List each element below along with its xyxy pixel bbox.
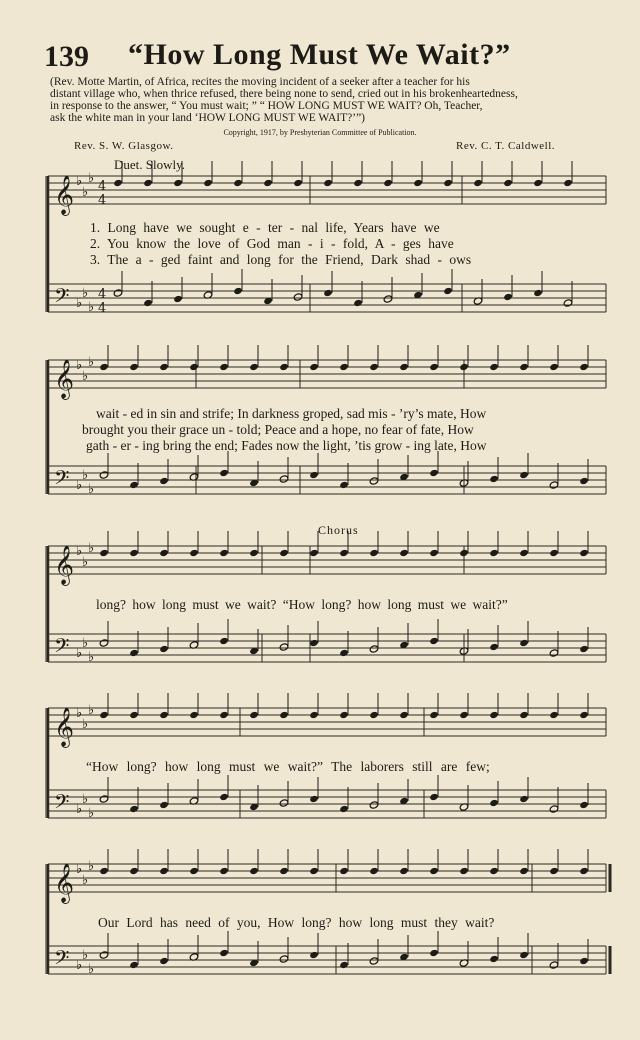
note-head — [489, 955, 499, 963]
clef-symbol: ♭ — [76, 478, 83, 493]
note-head — [549, 649, 559, 657]
note-head — [129, 649, 139, 657]
note-head — [173, 295, 183, 303]
verse-2-lyric-cont: brought you their grace un - told; Peace and a hope, no fear of fate, How — [82, 422, 474, 437]
chorus-lyric-2: “How long? how long must we wait?” The laborers still are few; — [86, 759, 490, 774]
clef-symbol: ♭ — [76, 358, 83, 373]
note-head — [129, 363, 139, 371]
chorus-lyric-3: Our Lord has need of you, How long? how long must they wait? — [98, 915, 495, 930]
note-head — [143, 299, 153, 307]
note-head — [459, 363, 469, 371]
note-head — [159, 363, 169, 371]
note-head — [519, 711, 529, 719]
note-head — [279, 867, 289, 875]
note-head — [429, 867, 439, 875]
note-head — [549, 481, 559, 489]
clef-symbol: ♭ — [82, 873, 89, 888]
note-head — [383, 179, 393, 187]
note-head — [219, 711, 229, 719]
note-head — [263, 179, 273, 187]
note-head — [369, 477, 379, 485]
verse-3-lyric-cont: gath - er - ing bring the end; Fades now the light, ’tis grow - ing late, How — [86, 438, 487, 453]
verse-1-lyric-cont: wait - ed in sin and strife; In darkness groped, sad mis - ’ry’s mate, How — [96, 406, 487, 421]
note-head — [99, 867, 109, 875]
clef-symbol: ♭ — [76, 544, 83, 559]
note-head — [533, 179, 543, 187]
clef-symbol: ♭ — [82, 792, 89, 807]
note-head — [129, 867, 139, 875]
clef-symbol: ♭ — [82, 717, 89, 732]
clef-symbol: 𝄢 — [54, 466, 70, 494]
note-head — [429, 793, 439, 801]
clef-symbol: 𝄢 — [54, 634, 70, 662]
note-head — [489, 867, 499, 875]
note-head — [219, 637, 229, 645]
note-head — [549, 363, 559, 371]
note-head — [309, 471, 319, 479]
note-head — [413, 179, 423, 187]
note-head — [579, 477, 589, 485]
clef-symbol: ♭ — [82, 636, 89, 651]
lyricist-credit: Rev. S. W. Glasgow. — [74, 140, 174, 152]
note-head — [369, 957, 379, 965]
clef-symbol: ♭ — [88, 482, 95, 497]
clef-symbol: 𝄞 — [54, 359, 75, 399]
note-head — [309, 951, 319, 959]
note-head — [279, 363, 289, 371]
note-head — [309, 867, 319, 875]
note-head — [189, 363, 199, 371]
note-head — [579, 549, 589, 557]
clef-symbol: 𝄞 — [54, 863, 75, 903]
note-head — [249, 363, 259, 371]
note-head — [99, 951, 109, 959]
note-head — [549, 805, 559, 813]
note-head — [339, 961, 349, 969]
note-head — [249, 711, 259, 719]
note-head — [369, 549, 379, 557]
note-head — [579, 645, 589, 653]
verse-2-lyric: 2. You know the love of God man - i - fold, A - ges have — [90, 236, 454, 251]
note-head — [339, 481, 349, 489]
clef-symbol: ♭ — [76, 862, 83, 877]
clef-symbol: 𝄢 — [54, 284, 70, 312]
note-head — [173, 179, 183, 187]
note-head — [399, 363, 409, 371]
note-head — [369, 645, 379, 653]
copyright-line: Copyright, 1917, by Presbyterian Committee of Publication. — [223, 128, 417, 137]
note-head — [323, 179, 333, 187]
clef-symbol: ♭ — [76, 958, 83, 973]
composer-credit: Rev. C. T. Caldwell. — [456, 140, 556, 152]
note-head — [459, 711, 469, 719]
clef-symbol: 4 — [98, 287, 107, 302]
note-head — [489, 643, 499, 651]
note-head — [369, 363, 379, 371]
note-head — [309, 711, 319, 719]
note-head — [279, 475, 289, 483]
note-head — [489, 549, 499, 557]
note-head — [99, 549, 109, 557]
note-head — [503, 293, 513, 301]
note-head — [399, 549, 409, 557]
note-head — [279, 549, 289, 557]
note-head — [459, 549, 469, 557]
note-head — [309, 795, 319, 803]
note-head — [129, 549, 139, 557]
note-head — [429, 949, 439, 957]
note-head — [113, 179, 123, 187]
note-head — [99, 795, 109, 803]
clef-symbol: ♭ — [88, 300, 95, 315]
note-head — [339, 805, 349, 813]
note-head — [489, 363, 499, 371]
note-head — [99, 363, 109, 371]
note-line: in response to the answer, “ You must wait; ” “ HOW LONG MUST WE WAIT? Oh, Teacher, — [50, 100, 483, 112]
note-head — [443, 179, 453, 187]
note-head — [579, 363, 589, 371]
note-head — [533, 289, 543, 297]
note-head — [369, 867, 379, 875]
note-head — [353, 299, 363, 307]
clef-symbol: ♭ — [88, 650, 95, 665]
note-head — [339, 363, 349, 371]
clef-symbol: 4 — [98, 179, 107, 194]
note-head — [249, 867, 259, 875]
note-head — [143, 179, 153, 187]
note-head — [503, 179, 513, 187]
clef-symbol: 𝄞 — [54, 175, 75, 215]
note-head — [519, 471, 529, 479]
note-head — [339, 867, 349, 875]
clef-symbol: ♭ — [82, 369, 89, 384]
note-head — [429, 549, 439, 557]
note-head — [519, 639, 529, 647]
note-head — [369, 711, 379, 719]
clef-symbol: ♭ — [76, 646, 83, 661]
note-head — [339, 711, 349, 719]
note-head — [339, 549, 349, 557]
note-head — [99, 711, 109, 719]
note-head — [279, 643, 289, 651]
clef-symbol: ♭ — [76, 296, 83, 311]
hymn-title: “How Long Must We Wait?” — [128, 38, 511, 71]
clef-symbol: ♭ — [88, 541, 95, 556]
note-head — [129, 711, 139, 719]
clef-symbol: ♭ — [88, 962, 95, 977]
note-head — [309, 363, 319, 371]
note-head — [549, 867, 559, 875]
note-head — [459, 867, 469, 875]
note-head — [549, 549, 559, 557]
note-head — [159, 867, 169, 875]
note-head — [579, 957, 589, 965]
clef-symbol: ♭ — [88, 355, 95, 370]
note-head — [219, 793, 229, 801]
note-head — [489, 799, 499, 807]
note-head — [399, 867, 409, 875]
note-head — [159, 549, 169, 557]
note-head — [519, 867, 529, 875]
note-head — [219, 549, 229, 557]
note-head — [233, 287, 243, 295]
note-head — [429, 637, 439, 645]
tempo-marking: Duet. Slowly. — [114, 157, 186, 172]
note-head — [579, 801, 589, 809]
clef-symbol: ♭ — [76, 174, 83, 189]
note-head — [563, 179, 573, 187]
note-head — [563, 299, 573, 307]
note-head — [549, 711, 559, 719]
clef-symbol: ♭ — [88, 703, 95, 718]
clef-symbol: ♭ — [88, 859, 95, 874]
verse-1-lyric: 1. Long have we sought e - ter - nal life, Years have we — [90, 220, 440, 235]
clef-symbol: ♭ — [82, 468, 89, 483]
clef-symbol: 𝄢 — [54, 790, 70, 818]
clef-symbol: 𝄢 — [54, 946, 70, 974]
note-head — [279, 711, 289, 719]
note-line: distant village who, when thrice refused, there being none to send, cried out in his brokenheartedness, — [50, 88, 518, 100]
note-head — [309, 549, 319, 557]
note-line: ask the white man in your land ‘HOW LONG MUST WE WAIT?’”) — [50, 112, 366, 124]
note-head — [579, 867, 589, 875]
note-head — [159, 957, 169, 965]
note-head — [99, 471, 109, 479]
note-head — [323, 289, 333, 297]
note-head — [473, 179, 483, 187]
note-head — [159, 801, 169, 809]
note-line: (Rev. Motte Martin, of Africa, recites the moving incident of a seeker after a teacher for his — [50, 76, 470, 88]
note-head — [519, 363, 529, 371]
note-head — [339, 649, 349, 657]
chorus-label: Chorus — [318, 523, 359, 537]
clef-symbol: ♭ — [82, 948, 89, 963]
clef-symbol: ♭ — [88, 806, 95, 821]
clef-symbol: ♭ — [76, 802, 83, 817]
note-head — [203, 179, 213, 187]
note-head — [113, 289, 123, 297]
note-head — [369, 801, 379, 809]
note-head — [129, 481, 139, 489]
note-head — [159, 711, 169, 719]
note-head — [293, 179, 303, 187]
clef-symbol: ♭ — [88, 171, 95, 186]
note-head — [219, 867, 229, 875]
note-head — [293, 293, 303, 301]
clef-symbol: ♭ — [76, 706, 83, 721]
note-head — [519, 951, 529, 959]
note-head — [519, 549, 529, 557]
note-head — [159, 645, 169, 653]
note-head — [129, 805, 139, 813]
note-head — [189, 867, 199, 875]
chorus-lyric-1: long? how long must we wait? “How long? how long must we wait?” — [96, 597, 508, 612]
note-head — [309, 639, 319, 647]
clef-symbol: 4 — [98, 193, 107, 208]
note-head — [249, 549, 259, 557]
verse-3-lyric: 3. The a - ged faint and long for the Friend, Dark shad - ows — [90, 252, 472, 267]
note-head — [189, 549, 199, 557]
note-head — [429, 363, 439, 371]
note-head — [233, 179, 243, 187]
note-head — [189, 711, 199, 719]
note-head — [159, 477, 169, 485]
note-head — [279, 799, 289, 807]
hymn-number: 139 — [44, 40, 89, 73]
clef-symbol: 𝄞 — [54, 545, 75, 585]
note-head — [579, 711, 589, 719]
clef-symbol: 𝄞 — [54, 707, 75, 747]
note-head — [443, 287, 453, 295]
clef-symbol: ♭ — [82, 555, 89, 570]
note-head — [489, 475, 499, 483]
note-head — [429, 711, 439, 719]
note-head — [383, 295, 393, 303]
clef-symbol: ♭ — [82, 286, 89, 301]
note-head — [489, 711, 499, 719]
note-head — [219, 469, 229, 477]
note-head — [219, 363, 229, 371]
note-head — [429, 469, 439, 477]
note-head — [279, 955, 289, 963]
note-head — [549, 961, 559, 969]
clef-symbol: 4 — [98, 301, 107, 316]
note-head — [129, 961, 139, 969]
note-head — [219, 949, 229, 957]
note-head — [519, 795, 529, 803]
clef-symbol: ♭ — [82, 185, 89, 200]
note-head — [353, 179, 363, 187]
note-head — [99, 639, 109, 647]
note-head — [399, 711, 409, 719]
